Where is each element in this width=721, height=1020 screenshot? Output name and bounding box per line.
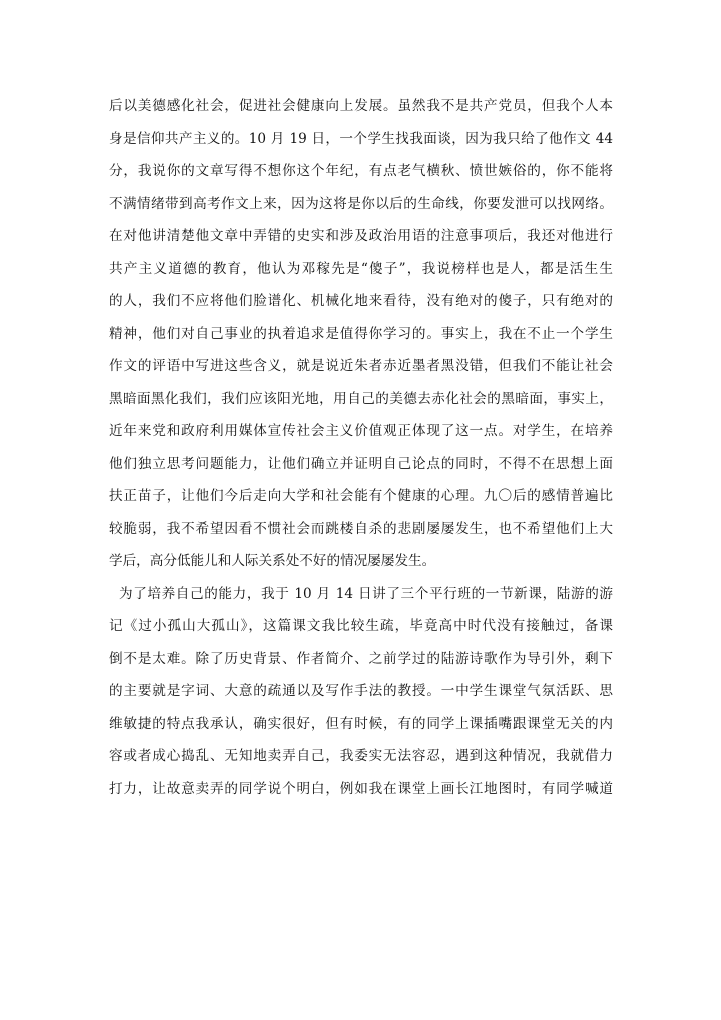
text-line-22: 打力，让故意卖弄的同学说个明白，例如我在课堂上画长江地图时，有同学喊道 xyxy=(109,780,613,797)
text-line-16: 为了培养自己的能力，我于 10 月 14 日讲了三个平行班的一节新课，陆游的游 xyxy=(119,585,613,602)
document-body xyxy=(109,90,613,805)
text-line-3: 分，我说你的文章写得不想你这个年纪，有点老气横秋、愤世嫉俗的，你不能将 xyxy=(109,163,613,179)
text-line-7: 的人，我们不应将他们脸谱化、机械化地来看待，没有绝对的傻子，只有绝对的 xyxy=(109,293,613,309)
text-line-2: 身是信仰共产主义的。10 月 19 日，一个学生找我面谈，因为我只给了他作文 44 xyxy=(109,130,613,147)
text-line-8: 精神，他们对自己事业的执着追求是值得你学习的。事实上，我在不止一个学生 xyxy=(109,325,613,342)
text-line-19: 的主要就是字词、大意的疏通以及写作手法的教授。一中学生课堂气氛活跃、思 xyxy=(109,683,613,699)
text-line-17: 记《过小孤山大孤山》，这篇课文我比较生疏，毕竟高中时代没有接触过，备课 xyxy=(109,618,613,634)
text-line-13: 扶正苗子，让他们今后走向大学和社会能有个健康的心理。九〇后的感情普遍比 xyxy=(109,488,613,504)
text-line-11: 近年来党和政府利用媒体宣传社会主义价值观正体现了这一点。对学生，在培养 xyxy=(109,423,613,439)
text-line-6: 共产主义道德的教育，他认为邓稼先是“傻子”，我说榜样也是人，都是活生生 xyxy=(109,260,613,277)
text-line-10: 黑暗面黑化我们，我们应该阳光地，用自己的美德去赤化社会的黑暗面，事实上， xyxy=(109,390,613,407)
text-line-5: 在对他讲清楚他文章中弄错的史实和涉及政治用语的注意事项后，我还对他进行 xyxy=(109,228,613,244)
text-line-18: 倒不是太难。除了历史背景、作者简介、之前学过的陆游诗歌作为导引外，剩下 xyxy=(109,650,613,667)
text-line-12: 他们独立思考问题能力，让他们确立并证明自己论点的同时，不得不在思想上面 xyxy=(109,455,613,472)
text-line-14: 较脆弱，我不希望因看不惯社会而跳楼自杀的悲剧屡屡发生，也不希望他们上大 xyxy=(109,520,613,537)
text-line-9: 作文的评语中写进这些含义，就是说近朱者赤近墨者黑没错，但我们不能让社会 xyxy=(109,358,613,374)
text-line-15: 学后，高分低能儿和人际关系处不好的情况屡屡发生。 xyxy=(109,553,436,569)
text-line-21: 容或者成心捣乱、无知地卖弄自己，我委实无法容忍，遇到这种情况，我就借力 xyxy=(109,748,613,764)
text-line-1: 后以美德感化社会，促进社会健康向上发展。虽然我不是共产党员，但我个人本 xyxy=(109,98,613,114)
text-line-20: 维敏捷的特点我承认，确实很好，但有时候，有的同学上课插嘴跟课堂无关的内 xyxy=(109,715,613,732)
text-line-4: 不满情绪带到高考作文上来，因为这将是你以后的生命线，你要发泄可以找网络。 xyxy=(109,195,613,212)
